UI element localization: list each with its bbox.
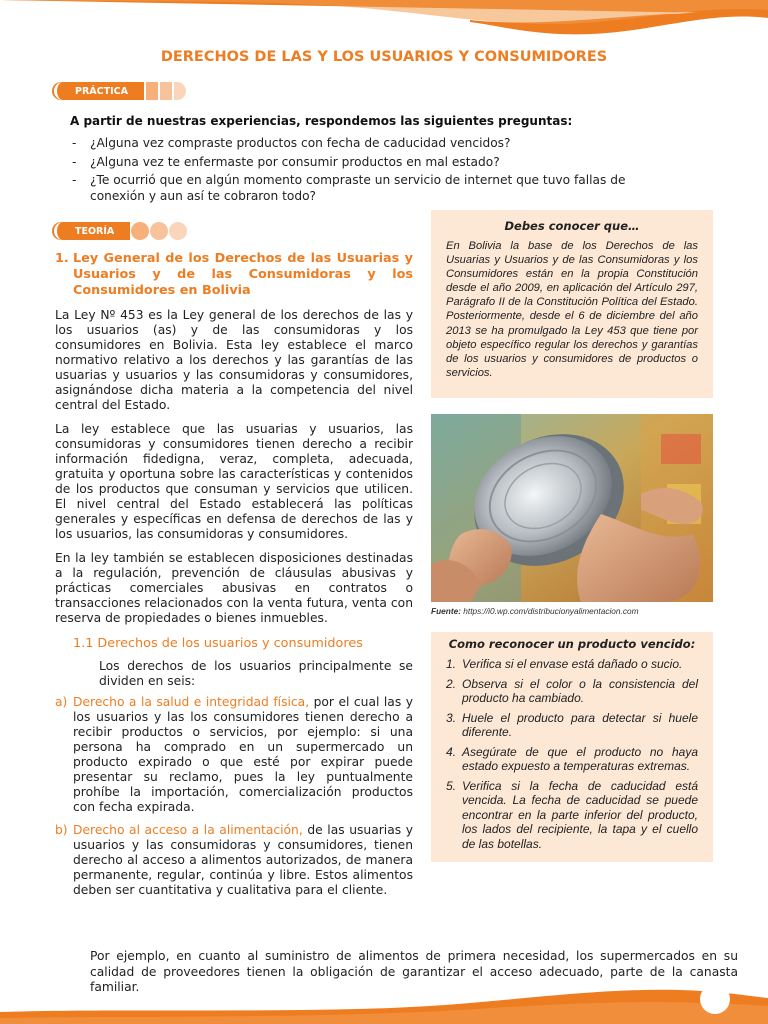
info-box-producto-vencido [431,632,713,862]
steps-list [446,657,698,851]
practica-label: PRÁCTICA [54,82,144,100]
step-item [446,779,698,852]
step-item [446,745,698,774]
item-label: a) [55,695,68,709]
section-number: 1. [55,251,69,266]
step-text: Observa si el color o la consistencia del producto ha cambiado. [462,676,698,705]
step-item [446,657,698,672]
info-box-debes-conocer [431,210,713,398]
step-text: Verifica si la fecha de caducidad está vencida. La fecha de caducidad se puede encontrar en la parte inferior del producto, los lados del recipiente, la tapa y el cuello de las botellas. [462,778,698,851]
theory-paragraph: La Ley Nº 453 es la Ley general de los derechos de las y los usuarios (as) y de las consumidoras y los consumidores en Bolivia. Esta ley establece el marco normativo relativo a los derechos y las garantías de las usuarias y usuarios y las consumidoras y consumidores, asignándose dicha materia a la competencia del nivel central del Estado. [55,308,413,412]
step-number: 5. [446,778,457,793]
step-number: 3. [446,710,457,725]
info-box-text: En Bolivia la base de los Derechos de las Usuarias y Usuarios y de las Consumidoras y los Consumidores están en la propia Constitución desde el año 2009, en aplicación del Artículo 297, Parágrafo II de la Constitución Política del Estado. Posteriormente, desde el 6 de diciembre del año 2013 se ha promulgado la Ley 453 que tiene por objeto específico regular los derechos y garantías de los usuarios y consumidores de productos o servicios. [446,240,698,379]
step-item [446,677,698,706]
practica-tag [54,82,186,100]
item-text: de las usuarias y usuarios y las consumidoras y consumidores, tienen derecho al acceso a alimentos autorizados, de manera permanente, regular, continúa y libre. Estos alimentos deben ser cuantitativa y cualitativa para el cliente. [73,823,413,897]
step-text: Huele el producto para detectar si huele diferente. [462,710,698,739]
tag-square [160,82,172,100]
subsection-intro: Los derechos de los usuarios principalmente se dividen en seis: [99,659,413,688]
question-item: - ¿Alguna vez compraste productos con fecha de caducidad vencidos? [72,136,672,152]
teoria-tag [54,222,187,240]
photo-hands-holding-can [431,414,713,602]
question-item: - ¿Te ocurrió que en algún momento compraste un servicio de internet que tuvo fallas de conexión y aun así te cobraron todo? [72,173,672,204]
final-paragraph: Por ejemplo, en cuanto al suministro de alimentos de primera necesidad, los supermercados en su calidad de proveedores tienen la obligación de garantizar el acceso adecuado, parte de la canasta familiar. [90,949,738,994]
tag-square [174,82,186,100]
theory-paragraph: La ley establece que las usuarias y usuarios, las consumidoras y consumidores tienen derecho a recibir información fidedigna, veraz, completa, adecuada, gratuita y oportuna sobre las características y contenidos de los productos que consuman y servicios que utilicen. El nivel central del Estado establecerá las políticas generales y específicas en defensa de derechos de las y los usuarios, las consumidoras y consumidores. [55,422,413,541]
rights-item [55,823,413,898]
top-wave-decoration [0,0,768,45]
subsection-heading: 1.1 Derechos de los usuarios y consumidores [73,636,363,651]
question-list [72,136,672,207]
item-highlight: Derecho a la salud e integridad física, [73,695,310,709]
question-item: - ¿Alguna vez te enfermaste por consumir productos en mal estado? [72,155,672,171]
item-highlight: Derecho al acceso a la alimentación, [73,823,303,837]
tag-dot [150,222,168,240]
step-item [446,711,698,740]
section-heading [55,251,413,299]
page-title: DERECHOS DE LAS Y LOS USUARIOS Y CONSUMIDORES [160,49,608,65]
theory-column [55,251,413,906]
image-source [431,606,713,616]
info-box-title: Debes conocer que… [504,219,640,233]
tag-square [146,82,158,100]
theory-paragraph: En la ley también se establecen disposiciones destinadas a la regulación, prevención de cláusulas abusivas y prácticas comerciales abusivas en contratos o transacciones relacionados con la venta futura, venta con reserva de propiedades o bienes inmuebles. [55,551,413,625]
source-url: https://i0.wp.com/distribucionyalimentacion.com [463,606,639,616]
step-number: 2. [446,676,457,691]
item-label: b) [55,823,68,837]
tag-dot [169,222,187,240]
step-number: 1. [446,657,457,671]
step-text: Asegúrate de que el producto no haya estado expuesto a temperaturas extremas. [462,744,698,773]
source-label: Fuente: [431,606,461,616]
item-text: por el cual las y los usuarios y las los consumidores tienen derecho a recibir productos o servicios, por ejemplo: si una persona ha comprado en un supermercado un producto expirado o que esté por expirar puede presentar su reclamo, pues la ley puntualmente prohíbe la importación, comercialización productos con fecha expirada. [73,695,413,814]
info-box-title: Como reconocer un producto vencido: [448,637,696,651]
section-heading-text: Ley General de los Derechos de las Usuarias y Usuarios y de las Consumidoras y los Consumidores en Bolivia [73,251,413,298]
tag-dot [131,222,149,240]
step-number: 4. [446,744,457,759]
step-text: Verifica si el envase está dañado o sucio. [462,657,683,671]
rights-item [55,695,413,815]
teoria-label: TEORÍA [54,222,130,240]
practica-intro: A partir de nuestras experiencias, respondemos las siguientes preguntas: [70,114,573,128]
